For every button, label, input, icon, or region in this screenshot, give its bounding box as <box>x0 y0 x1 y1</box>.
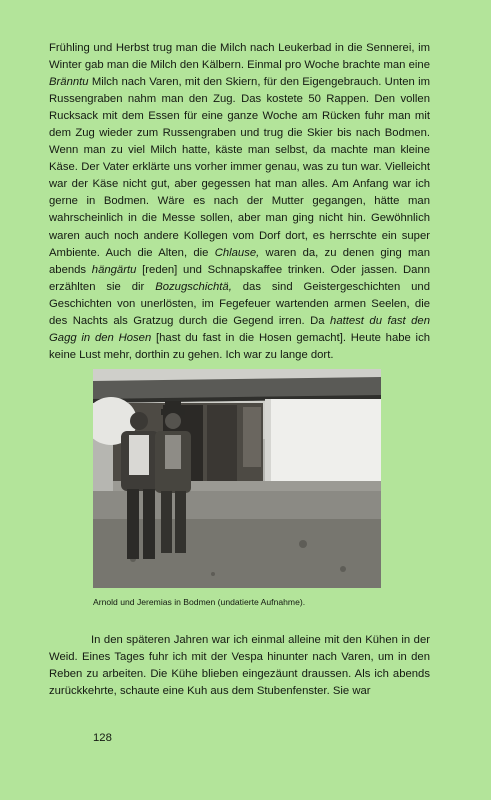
photo <box>93 369 381 588</box>
italic-term: Bozugschichtä, <box>155 280 232 293</box>
body-paragraph-2 <box>49 632 430 700</box>
italic-term: Bränntu <box>49 76 89 89</box>
italic-term: hattest du fast den Gagg in den Hosen <box>49 314 431 344</box>
italic-term: Chlause, <box>214 246 260 259</box>
photo-caption: Arnold und Jeremias in Bodmen (undatierte Aufnahme). <box>93 597 306 607</box>
page-number: 128 <box>93 732 112 744</box>
body-paragraph-1 <box>49 40 430 364</box>
italic-term: hängärtu <box>91 263 137 276</box>
text-segment: Milch nach Varen, mit den Skiern, für den Eigengebrauch. Unten im Russengraben nahm man den Zug. Das kostete 50 Rappen. Den vollen Rucksack mit dem Essen für eine ganze Woche am Rücken fuhr man mit dem Zug wieder zum Russengraben und trug die Skier bis nach Bodmen. Wenn man zu viel Milch hatte, käste man selbst, da machte man kleine Käse. Der Vater erklärte uns vorher immer genau, was zu tun war. Vielleicht war der Käse nicht gut, aber gegessen hat man alles. Am Anfang war ich gerne in Bodmen. Wäre es nach der Mutter gegangen, hätte man wahrscheinlich in die Messe sollen, aber man ging nicht hin. Gewöhnlich waren auch noch andere Kollegen vom Dorf dort, es herrschte ein super Ambiente. Auch die Alten, die <box>49 76 430 259</box>
text-segment: waren da, zu denen ging man abends <box>49 246 430 276</box>
text-segment: Frühling und Herbst trug man die Milch nach Leukerbad in die Sennerei, im Winter gab man die Milch den Kälbern. Einmal pro Woche brachte man eine <box>49 42 430 72</box>
text-segment: [reden] und Schnapskaffee trinken. Oder jassen. Dann erzählten sie dir <box>49 263 431 293</box>
text-segment: das sind Geistergeschichten und Geschichten von unerlösten, im Fegefeuer wartenden armen Seelen, die des Nachts als Gratzug durch die Gegend irren. Da <box>49 280 430 327</box>
text-segment: [hast du fast in die Hosen gemacht]. Heute habe ich keine Lust mehr, dorthin zu gehen. Ich war zu lange dort. <box>49 331 430 361</box>
text-segment: In den späteren Jahren war ich einmal alleine mit den Kühen in der Weid. Eines Tages fuhr ich mit der Vespa hinunter nach Varen, um in den Reben zu arbeiten. Die Kühe blieben eingezäunt draussen. Als ich abends zurückkehrte, schaute eine Kuh aus dem Stubenfenster. Sie war <box>49 634 430 698</box>
photo-image <box>93 369 381 588</box>
